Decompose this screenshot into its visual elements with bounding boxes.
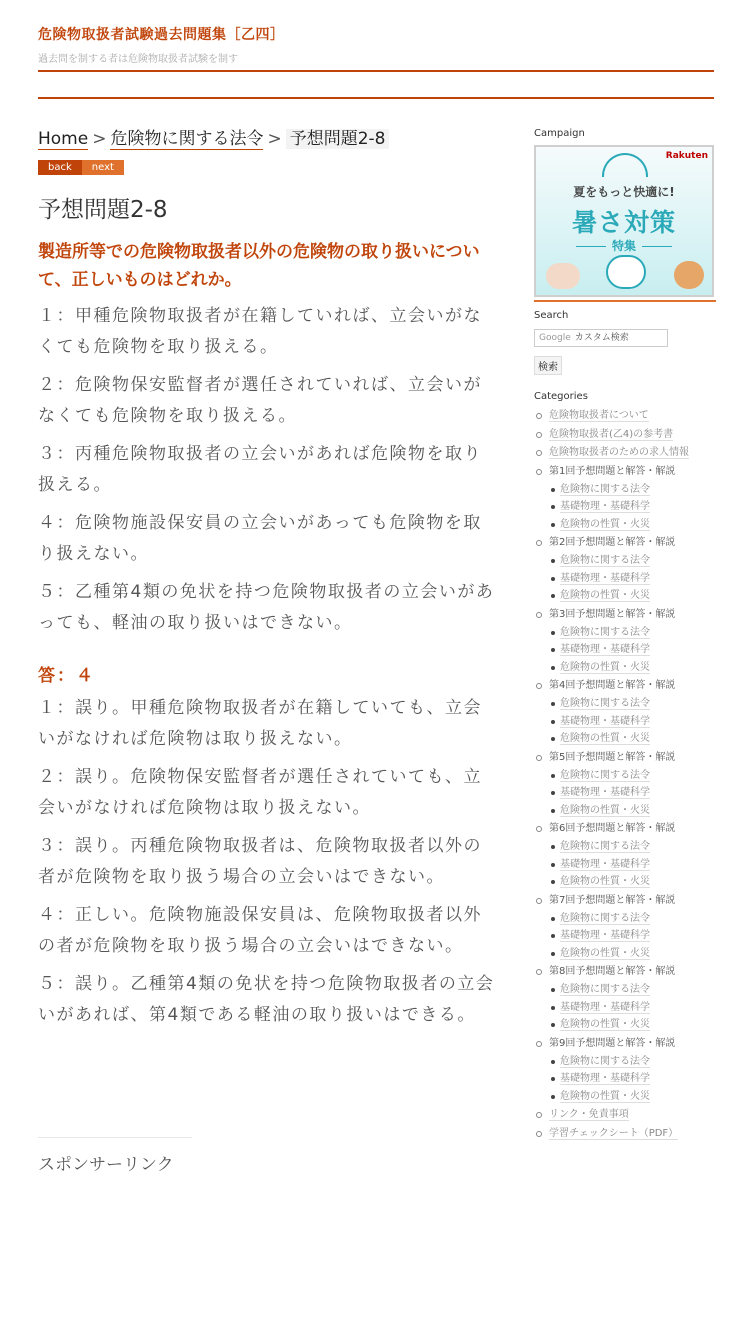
google-label: Google: [539, 333, 571, 343]
category-group-label: 第7回予想問題と解答・解説: [549, 894, 676, 906]
subcategory-link[interactable]: 基礎物理・基礎科学: [560, 1001, 650, 1013]
choice-3: ３：丙種危険物取扱者の立会いがあれば危険物を取り扱える。: [38, 444, 482, 495]
explanation-3: ３：誤り。丙種危険物取扱者は、危険物取扱者以外の者が危険物を取り扱う場合の立会いはできない。: [38, 836, 482, 887]
person-illustration: [546, 263, 580, 289]
subcategory-link[interactable]: 危険物に関する法令: [560, 841, 650, 852]
subcategory-link[interactable]: 危険物の性質・火災: [560, 804, 650, 816]
category-group-label: 第6回予想問題と解答・解説: [549, 823, 676, 834]
subcategory-item: [549, 859, 716, 871]
campaign-banner[interactable]: [534, 145, 714, 297]
search-input[interactable]: [534, 329, 668, 347]
subcategory-link[interactable]: 危険物の性質・火災: [560, 590, 650, 601]
subcategory-list: [549, 555, 716, 602]
subcategory-item: [549, 662, 716, 674]
subcategory-item: [549, 1002, 716, 1014]
subcategory-item: [549, 716, 716, 728]
subcategory-link[interactable]: 危険物に関する法令: [560, 698, 650, 709]
subcategory-link[interactable]: 危険物に関する法令: [560, 555, 650, 566]
category-item: [534, 447, 716, 459]
breadcrumb-separator: >: [92, 129, 107, 149]
subcategory-item: [549, 930, 716, 942]
search-placeholder: カスタム検索: [574, 333, 629, 343]
subcategory-item: [549, 519, 716, 531]
subcategory-item: [549, 913, 716, 925]
answer-label: 答：４: [38, 666, 95, 686]
subcategory-link[interactable]: 基礎物理・基礎科学: [560, 572, 650, 584]
header-divider: [38, 70, 714, 72]
subcategory-list: [549, 913, 716, 960]
subcategory-link[interactable]: 危険物の性質・火災: [560, 518, 650, 530]
sponsor-heading: スポンサーリンク: [38, 1155, 174, 1175]
campaign-title: Campaign: [534, 128, 585, 139]
breadcrumb: [38, 126, 498, 152]
category-group: [534, 752, 716, 817]
choice-2: ２：危険物保安監督者が選任されていれば、立会いがなくても危険物を取り扱える。: [38, 375, 482, 426]
post-navigation: [38, 160, 498, 175]
category-item: [534, 1109, 716, 1121]
category-group: [534, 823, 716, 888]
category-item: [534, 1128, 716, 1140]
subcategory-item: [549, 555, 716, 567]
category-group: [534, 1038, 716, 1103]
category-link[interactable]: 危険物取扱者(乙4)の参考書: [549, 428, 674, 440]
site-header: [38, 24, 714, 65]
category-item: [534, 429, 716, 441]
subcategory-item: [549, 876, 716, 888]
subcategory-item: [549, 1019, 716, 1031]
subcategory-link[interactable]: 危険物の性質・火災: [560, 661, 650, 673]
subcategory-link[interactable]: 危険物の性質・火災: [560, 876, 650, 887]
dog-illustration: [674, 261, 704, 289]
subcategory-item: [549, 590, 716, 602]
subcategory-link[interactable]: 基礎物理・基礎科学: [560, 858, 650, 870]
subcategory-link[interactable]: 危険物に関する法令: [560, 769, 650, 781]
category-group: [534, 537, 716, 602]
category-group: [534, 895, 716, 960]
category-list: [534, 410, 716, 1140]
site-title[interactable]: 危険物取扱者試験過去問題集［乙四］: [38, 27, 285, 43]
subcategory-link[interactable]: 危険物の性質・火災: [560, 733, 650, 744]
explanation-2: ２：誤り。危険物保安監督者が選任されていても、立会いがなければ危険物は取り扱えない。: [38, 767, 482, 818]
search-button[interactable]: 検索: [534, 356, 562, 375]
sidebar-divider: [534, 300, 716, 302]
back-button[interactable]: back: [38, 160, 82, 175]
subcategory-item: [549, 787, 716, 799]
choice-1: １：甲種危険物取扱者が在籍していれば、立会いがなくても危険物を取り扱える。: [38, 306, 482, 357]
subcategory-item: [549, 573, 716, 585]
subcategory-item: [549, 1056, 716, 1068]
categories-title: Categories: [534, 391, 588, 402]
category-link[interactable]: 危険物取扱者について: [549, 410, 649, 421]
category-link[interactable]: 危険物取扱者のための求人情報: [549, 447, 689, 458]
category-group-label: 第4回予想問題と解答・解説: [549, 680, 676, 691]
subcategory-link[interactable]: 基礎物理・基礎科学: [560, 930, 650, 941]
subcategory-list: [549, 770, 716, 817]
banner-line3: 特集: [536, 237, 712, 254]
subcategory-list: [549, 484, 716, 531]
breadcrumb-separator: >: [267, 129, 282, 149]
sun-icon: [602, 153, 648, 177]
breadcrumb-category[interactable]: 危険物に関する法令: [110, 129, 264, 149]
subcategory-link[interactable]: 基礎物理・基礎科学: [560, 644, 650, 655]
explanation-1: １：誤り。甲種危険物取扱者が在籍していても、立会いがなければ危険物は取り扱えない。: [38, 698, 482, 749]
category-group: [534, 609, 716, 674]
rakuten-logo: Rakuten: [665, 151, 708, 161]
subcategory-item: [549, 698, 716, 710]
choice-4: ４：危険物施設保安員の立会いがあっても危険物を取り扱えない。: [38, 513, 482, 564]
explanation-4: ４：正しい。危険物施設保安員は、危険物取扱者以外の者が危険物を取り扱う場合の立会いはできない。: [38, 905, 482, 956]
search-title: Search: [534, 310, 569, 321]
breadcrumb-current: 予想問題2-8: [286, 129, 390, 149]
category-group: [534, 680, 716, 745]
subcategory-item: [549, 1091, 716, 1103]
subcategory-link[interactable]: 基礎物理・基礎科学: [560, 1073, 650, 1084]
category-group: [534, 466, 716, 531]
subcategory-list: [549, 627, 716, 674]
banner-line1: 夏をもっと快適に!: [573, 185, 675, 199]
sidebar: [534, 128, 716, 1146]
footer-link[interactable]: リンク・免責事項: [549, 1109, 629, 1120]
subcategory-link[interactable]: 危険物の性質・火災: [560, 1090, 650, 1102]
subcategory-link[interactable]: 基礎物理・基礎科学: [560, 715, 650, 727]
subcategory-item: [549, 1073, 716, 1085]
subcategory-link[interactable]: 危険物の性質・火災: [560, 1019, 650, 1030]
category-item: [534, 410, 716, 422]
subcategory-link[interactable]: 危険物に関する法令: [560, 984, 650, 995]
main-content: [38, 126, 498, 1031]
subcategory-link[interactable]: 危険物に関する法令: [560, 1055, 650, 1067]
subcategory-item: [549, 984, 716, 996]
subcategory-link[interactable]: 危険物に関する法令: [560, 626, 650, 638]
subcategory-item: [549, 948, 716, 960]
question-text: 製造所等での危険物取扱者以外の危険物の取り扱いについて、正しいものはどれか。: [38, 242, 480, 290]
breadcrumb-home[interactable]: Home: [38, 129, 89, 149]
subcategory-list: [549, 841, 716, 888]
banner-headline: 暑さ対策: [571, 208, 676, 237]
category-group-label: 第2回予想問題と解答・解説: [549, 537, 676, 548]
subcategory-link[interactable]: 基礎物理・基礎科学: [560, 787, 650, 798]
sponsor-divider: [38, 1137, 192, 1138]
category-group-label: 第9回予想問題と解答・解説: [549, 1037, 676, 1049]
subcategory-item: [549, 841, 716, 853]
subcategory-link[interactable]: 基礎物理・基礎科学: [560, 501, 650, 512]
category-group-label: 第5回予想問題と解答・解説: [549, 751, 676, 763]
subcategory-list: [549, 984, 716, 1031]
page-title: 予想問題2-8: [38, 197, 168, 223]
choice-5: ５：乙種第4類の免状を持つ危険物取扱者の立会いがあっても、軽油の取り扱いはできない。: [38, 582, 495, 633]
footer-link[interactable]: 学習チェックシート（PDF）: [549, 1127, 679, 1139]
subcategory-item: [549, 770, 716, 782]
site-tagline: 過去問を制する者は危険物取扱者試験を制す: [38, 54, 238, 65]
nav-divider: [38, 97, 714, 99]
subcategory-link[interactable]: 危険物に関する法令: [560, 912, 650, 924]
category-group-label: 第8回予想問題と解答・解説: [549, 966, 676, 977]
subcategory-link[interactable]: 危険物の性質・火災: [560, 947, 650, 959]
subcategory-item: [549, 484, 716, 496]
subcategory-list: [549, 1056, 716, 1103]
subcategory-item: [549, 644, 716, 656]
category-group: [534, 966, 716, 1031]
explanation-5: ５：誤り。乙種第4類の免状を持つ危険物取扱者の立会いがあれば、第4類である軽油の取り扱いはできる。: [38, 974, 495, 1025]
subcategory-item: [549, 805, 716, 817]
subcategory-item: [549, 501, 716, 513]
bear-illustration: [606, 255, 646, 289]
category-group-label: 第3回予想問題と解答・解説: [549, 608, 676, 620]
next-button[interactable]: next: [82, 160, 124, 175]
subcategory-list: [549, 698, 716, 745]
subcategory-link[interactable]: 危険物に関する法令: [560, 483, 650, 495]
subcategory-item: [549, 733, 716, 745]
category-group-label: 第1回予想問題と解答・解説: [549, 465, 676, 477]
subcategory-item: [549, 627, 716, 639]
